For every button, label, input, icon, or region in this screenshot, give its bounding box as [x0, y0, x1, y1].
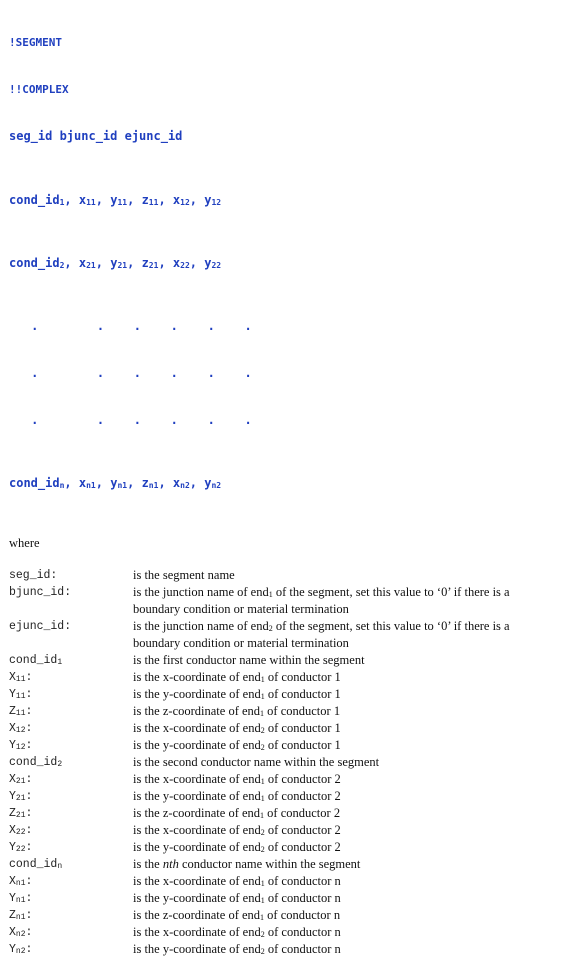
definition-row [9, 839, 558, 856]
definition-term: $Y_{21}$: [9, 790, 33, 804]
definition-term: $cond\_id_n$ [9, 858, 63, 872]
definition-description: is the first conductor name within the segment [133, 653, 365, 668]
definition-description: is the nth conductor name within the segment [133, 857, 361, 872]
definition-term: $Y_{22}$: [9, 841, 33, 855]
definition-term: $X_{12}$: [9, 722, 33, 736]
definition-row [9, 669, 558, 686]
ellipsis-line: . . . . . . [31, 413, 252, 428]
segment-syntax-block [9, 3, 585, 523]
definition-description: is the x-coordinate of end$_1$ of conductor 1 [133, 670, 341, 685]
definition-row [9, 941, 558, 958]
conductor-line-2: $cond\_id_2$, $x_{21}$, $y_{21}$, $z_{21}$, $x_{22}$, $y_{22}$ [9, 255, 222, 270]
definition-row [9, 873, 558, 890]
definition-row [9, 618, 558, 652]
definition-description: is the second conductor name within the segment [133, 755, 380, 770]
definition-term: $Y_{n2}$: [9, 943, 33, 957]
definition-description: is the segment name [133, 568, 235, 583]
definition-description: is the x-coordinate of end$_1$ of conductor 2 [133, 772, 341, 787]
definition-term: $X_{11}$: [9, 671, 33, 685]
definition-description: is the junction name of end$_2$ of the segment, set this value to ‘0’ if there is a boundary condition or material termination [133, 619, 510, 651]
definition-description: is the y-coordinate of end$_2$ of conductor 2 [133, 840, 341, 855]
definition-term: $Z_{21}$: [9, 807, 33, 821]
definition-term: $Z_{n1}$: [9, 909, 33, 923]
definition-description: is the junction name of end$_1$ of the segment, set this value to ‘0’ if there is a boundary condition or material termination [133, 585, 510, 617]
definition-term: $Y_{n1}$: [9, 892, 33, 906]
definition-term: $X_{n2}$: [9, 926, 33, 940]
definition-row [9, 924, 558, 941]
definition-term: ejunc_id: [9, 620, 72, 634]
definition-description: is the z-coordinate of end$_1$ of conductor 2 [133, 806, 341, 821]
definition-description: is the y-coordinate of end$_2$ of conductor n [133, 942, 341, 957]
definition-row [9, 584, 558, 618]
segment-header-line: seg_id bjunc_id ejunc_id [9, 129, 183, 144]
definition-description: is the z-coordinate of end$_1$ of conductor n [133, 908, 341, 923]
definition-term: $cond\_id_1$ [9, 654, 63, 668]
definition-description: is the y-coordinate of end$_2$ of conductor 1 [133, 738, 341, 753]
definition-row [9, 805, 558, 822]
definitions-table [9, 567, 558, 958]
definition-row [9, 686, 558, 703]
definition-row [9, 737, 558, 754]
definition-row [9, 907, 558, 924]
definition-row [9, 856, 558, 873]
definition-term: $X_{n1}$: [9, 875, 33, 889]
definition-row [9, 703, 558, 720]
definition-description: is the x-coordinate of end$_2$ of conductor 1 [133, 721, 341, 736]
definition-term: $X_{21}$: [9, 773, 33, 787]
definition-term: $X_{22}$: [9, 824, 33, 838]
definition-row [9, 788, 558, 805]
segment-keyword: !SEGMENT [9, 35, 62, 49]
conductor-line-1: $cond\_id_1$, $x_{11}$, $y_{11}$, $z_{11}$, $x_{12}$, $y_{12}$ [9, 192, 222, 207]
definition-description: is the z-coordinate of end$_1$ of conductor 1 [133, 704, 341, 719]
definition-row [9, 652, 558, 669]
definition-description: is the x-coordinate of end$_1$ of conductor n [133, 874, 341, 889]
ellipsis-line: . . . . . . [31, 318, 252, 333]
definition-row [9, 771, 558, 788]
definition-term: $Z_{11}$: [9, 705, 33, 719]
definition-term: bjunc_id: [9, 586, 72, 600]
definition-row [9, 567, 558, 584]
complex-keyword: !!COMPLEX [9, 82, 69, 96]
definition-description: is the y-coordinate of end$_1$ of conductor 2 [133, 789, 341, 804]
where-label: where [9, 536, 40, 551]
definition-term: seg_id: [9, 569, 58, 583]
definition-row [9, 720, 558, 737]
conductor-line-n: $cond\_id_n$, $x_{n1}$, $y_{n1}$, $z_{n1}$, $x_{n2}$, $y_{n2}$ [9, 476, 222, 491]
definition-row [9, 890, 558, 907]
definition-description: is the y-coordinate of end$_1$ of conductor 1 [133, 687, 341, 702]
definition-term: $cond\_id_2$ [9, 756, 63, 770]
ellipsis-line: . . . . . . [31, 366, 252, 381]
definition-term: $Y_{11}$: [9, 688, 33, 702]
definition-row [9, 754, 558, 771]
definition-description: is the y-coordinate of end$_1$ of conductor n [133, 891, 341, 906]
definition-description: is the x-coordinate of end$_2$ of conductor 2 [133, 823, 341, 838]
definition-term: $Y_{12}$: [9, 739, 33, 753]
definition-description: is the x-coordinate of end$_2$ of conductor n [133, 925, 341, 940]
definition-row [9, 822, 558, 839]
